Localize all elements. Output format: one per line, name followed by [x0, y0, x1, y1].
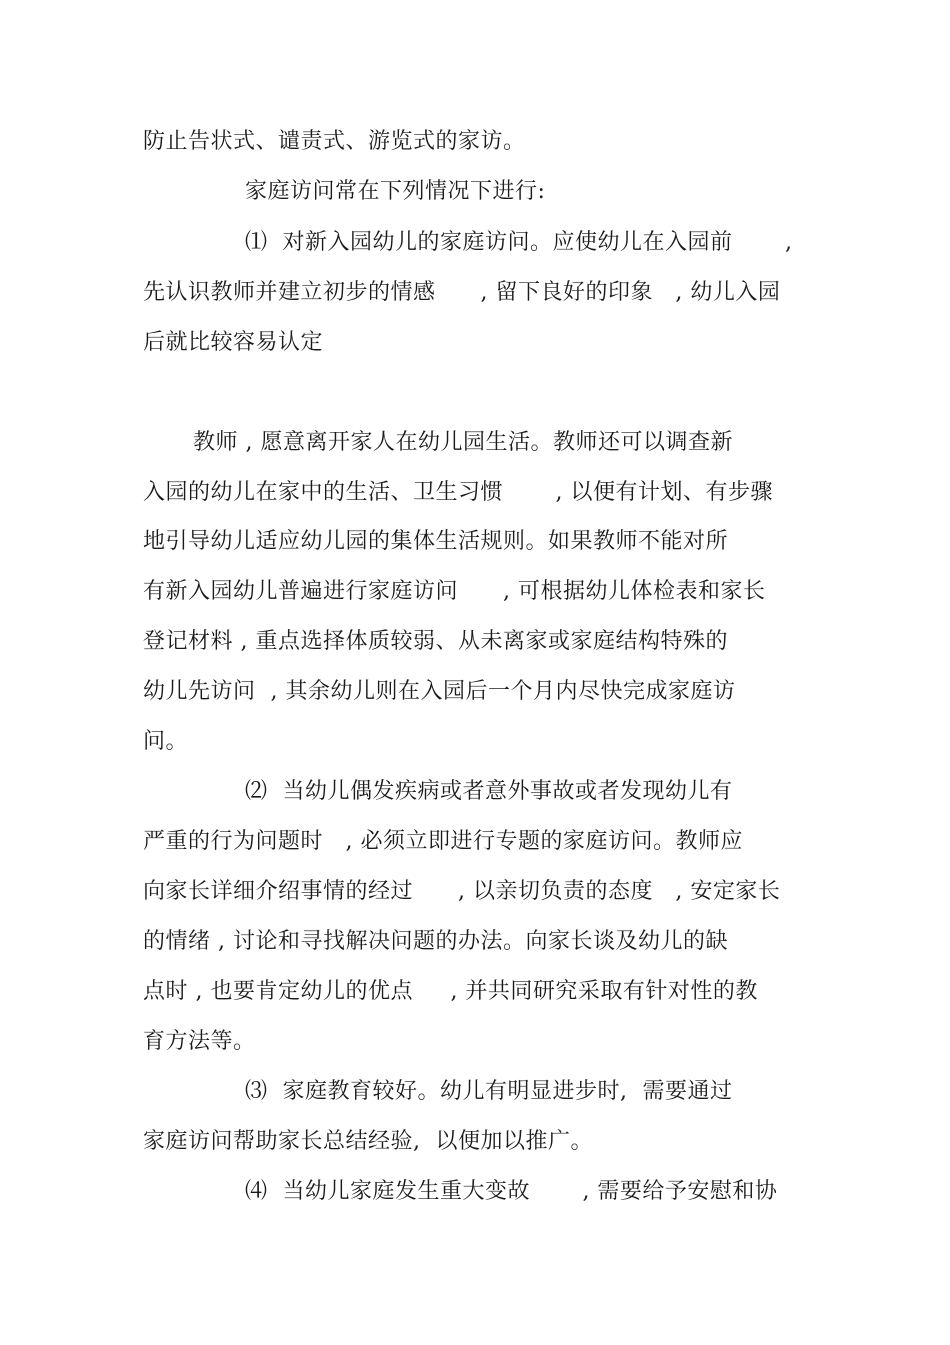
text-line: 严重的行为问题时 , 必须立即进行专题的家庭访问。教师应 [143, 829, 743, 854]
text-line: 教师 , 愿意离开家人在幼儿园生活。教师还可以调查新 [193, 430, 733, 455]
text-line: ⑶ 家庭教育较好。幼儿有明显进步时, 需要通过 [245, 1079, 733, 1104]
text-line: 地引导幼儿适应幼儿园的集体生活规则。如果教师不能对所 [143, 529, 729, 554]
text-line: 向家长详细介绍事情的经过 , 以亲切负责的态度 , 安定家长 [143, 879, 781, 904]
text-line: 登记材料 , 重点选择体质较弱、从未离家或家庭结构特殊的 [143, 629, 728, 654]
text-line: ⑴ 对新入园幼儿的家庭访问。应使幼儿在入园前 , [245, 230, 793, 255]
text-line: 入园的幼儿在家中的生活、卫生习惯 , 以便有计划、有步骤 [143, 480, 773, 505]
text-line: 幼儿先访问 , 其余幼儿则在入园后一个月内尽快完成家庭访 [143, 679, 736, 704]
text-line: ⑷ 当幼儿家庭发生重大变故 , 需要给予安慰和协 [245, 1179, 778, 1204]
text-line: 育方法等。 [143, 1029, 256, 1054]
text-line: 家庭访问帮助家长总结经验, 以便加以推广。 [143, 1129, 593, 1154]
text-line: 先认识教师并建立初步的情感 , 留下良好的印象 , 幼儿入园 [143, 280, 781, 305]
text-line: 后就比较容易认定 [143, 330, 324, 355]
text-line: 家庭访问常在下列情况下进行: [245, 179, 546, 204]
text-line: 有新入园幼儿普遍进行家庭访问 , 可根据幼儿体检表和家长 [143, 579, 766, 604]
text-line: 防止告状式、谴责式、游览式的家访。 [143, 129, 526, 154]
text-line: 点时 , 也要肯定幼儿的优点 , 并共同研究采取有针对性的教 [143, 979, 758, 1004]
text-line: ⑵ 当幼儿偶发疾病或者意外事故或者发现幼儿有 [245, 779, 733, 804]
text-line: 问。 [143, 729, 189, 754]
text-line: 的情绪 , 讨论和寻找解决问题的办法。向家长谈及幼儿的缺 [143, 929, 728, 954]
